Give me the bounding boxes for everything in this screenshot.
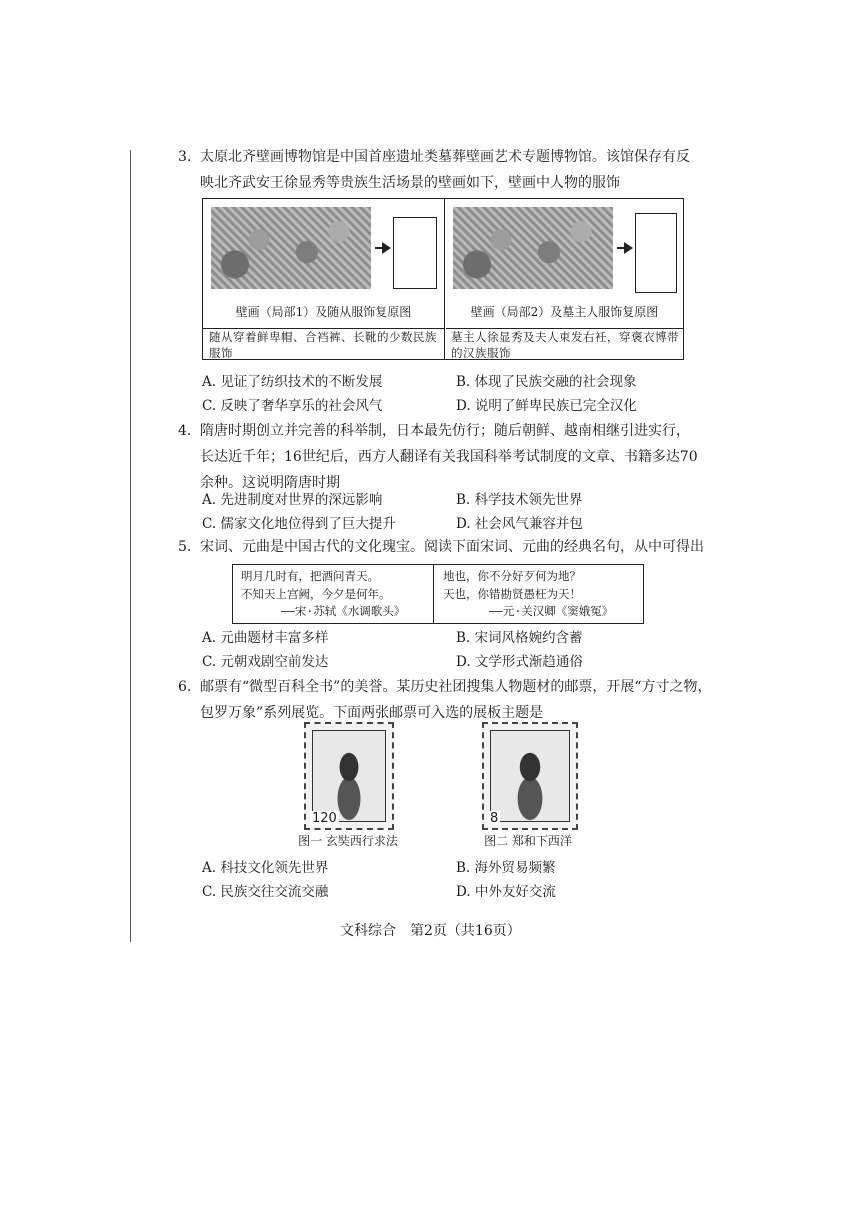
stamp-zhenghe-image	[482, 722, 578, 830]
q6-option-a: A. 科技文化领先世界	[202, 860, 329, 876]
q6-number: 6.	[178, 679, 192, 695]
q5-option-c: C. 元朝戏剧空前发达	[202, 654, 329, 670]
q5-option-d: D. 文学形式渐趋通俗	[456, 654, 583, 670]
arrow-icon	[617, 247, 631, 249]
q3-left-note: 随从穿着鲜卑帽、合裆裤、长靴的少数民族服饰	[209, 330, 437, 360]
q5-option-a: A. 元曲题材丰富多样	[202, 630, 329, 646]
q4-stem-line1: 隋唐时期创立并完善的科举制，日本最先仿行；随后朝鲜、越南相继引进实行，	[200, 423, 690, 439]
q6-stem-line1: 邮票有“微型百科全书”的美誉。某历史社团搜集人物题材的邮票，开展“方寸之物，	[200, 679, 712, 695]
q4-option-a: A. 先进制度对世界的深远影响	[202, 492, 383, 508]
song-ci-line1: 明月几时有，把酒问青天。	[241, 569, 379, 583]
margin-line	[130, 150, 131, 942]
mural-fragment-1-image	[211, 207, 371, 289]
q3-option-b: B. 体现了民族交融的社会现象	[456, 374, 637, 390]
q3-option-c: C. 反映了奢华享乐的社会风气	[202, 398, 383, 414]
q4-stem-line3: 余种。这说明隋唐时期	[200, 475, 340, 491]
q6-stem-line2: 包罗万象”系列展览。下面两张邮票可入选的展板主题是	[200, 705, 544, 721]
q5-poem-box	[232, 564, 644, 624]
attendant-costume-image	[393, 217, 437, 289]
q4-option-d: D. 社会风气兼容并包	[456, 516, 583, 532]
q3-figure	[202, 198, 684, 360]
q4-option-b: B. 科学技术领先世界	[456, 492, 583, 508]
q5-option-b: B. 宋词风格婉约含蓄	[456, 630, 583, 646]
yuan-qu-line2: 天也，你错勘贤愚枉为天！	[443, 587, 581, 601]
q3-left-caption: 壁画（局部1）及随从服饰复原图	[203, 303, 444, 329]
q6-option-d: D. 中外友好交流	[456, 884, 556, 900]
q3-right-caption: 壁画（局部2）及墓主人服饰复原图	[446, 303, 683, 329]
q6-option-c: C. 民族交往交流交融	[202, 884, 329, 900]
song-ci-source: ——宋·苏轼《水调歌头》	[281, 604, 406, 618]
stamp2-caption: 图二 郑和下西洋	[484, 834, 572, 848]
stamp-xuanzang-value: 120	[312, 811, 337, 826]
q3-stem-line2: 映北齐武安王徐显秀等贵族生活场景的壁画如下，壁画中人物的服饰	[200, 175, 620, 191]
tomb-owner-costume-image	[635, 213, 677, 293]
q4-stem-line2: 长达近千年；16世纪后，西方人翻译有关我国科举考试制度的文章、书籍多达70	[200, 449, 698, 465]
q5-number: 5.	[178, 539, 192, 555]
q6-option-b: B. 海外贸易频繁	[456, 860, 556, 876]
stamp-xuanzang-art	[312, 730, 386, 822]
q3-option-d: D. 说明了鲜卑民族已完全汉化	[456, 398, 637, 414]
q3-option-a: A. 见证了纺织技术的不断发展	[202, 374, 383, 390]
q3-right-note: 墓主人徐显秀及夫人束发右衽，穿褒衣博带的汉族服饰	[451, 330, 679, 360]
q4-option-c: C. 儒家文化地位得到了巨大提升	[202, 516, 396, 532]
stamp-zhenghe-value: 8	[490, 811, 499, 826]
yuan-qu-line1: 地也，你不分好歹何为地？	[443, 569, 581, 583]
q5-stem-line1: 宋词、元曲是中国古代的文化瑰宝。阅读下面宋词、元曲的经典名句，从中可得出	[200, 539, 704, 555]
q4-number: 4.	[178, 423, 192, 439]
q3-number: 3.	[178, 149, 192, 165]
arrow-icon	[375, 247, 389, 249]
stamp-xuanzang-image	[304, 722, 394, 830]
yuan-qu-source: ——元·关汉卿《窦娥冤》	[489, 604, 614, 618]
stamp1-caption: 图一 玄奘西行求法	[298, 834, 398, 848]
page-footer: 文科综合 第2页（共16页）	[340, 923, 521, 939]
song-ci-line2: 不知天上宫阙，今夕是何年。	[241, 587, 391, 601]
mural-fragment-2-image	[453, 207, 613, 289]
stamp-zhenghe-art	[490, 730, 570, 822]
q3-stem-line1: 太原北齐壁画博物馆是中国首座遗址类墓葬壁画艺术专题博物馆。该馆保存有反	[200, 149, 690, 165]
